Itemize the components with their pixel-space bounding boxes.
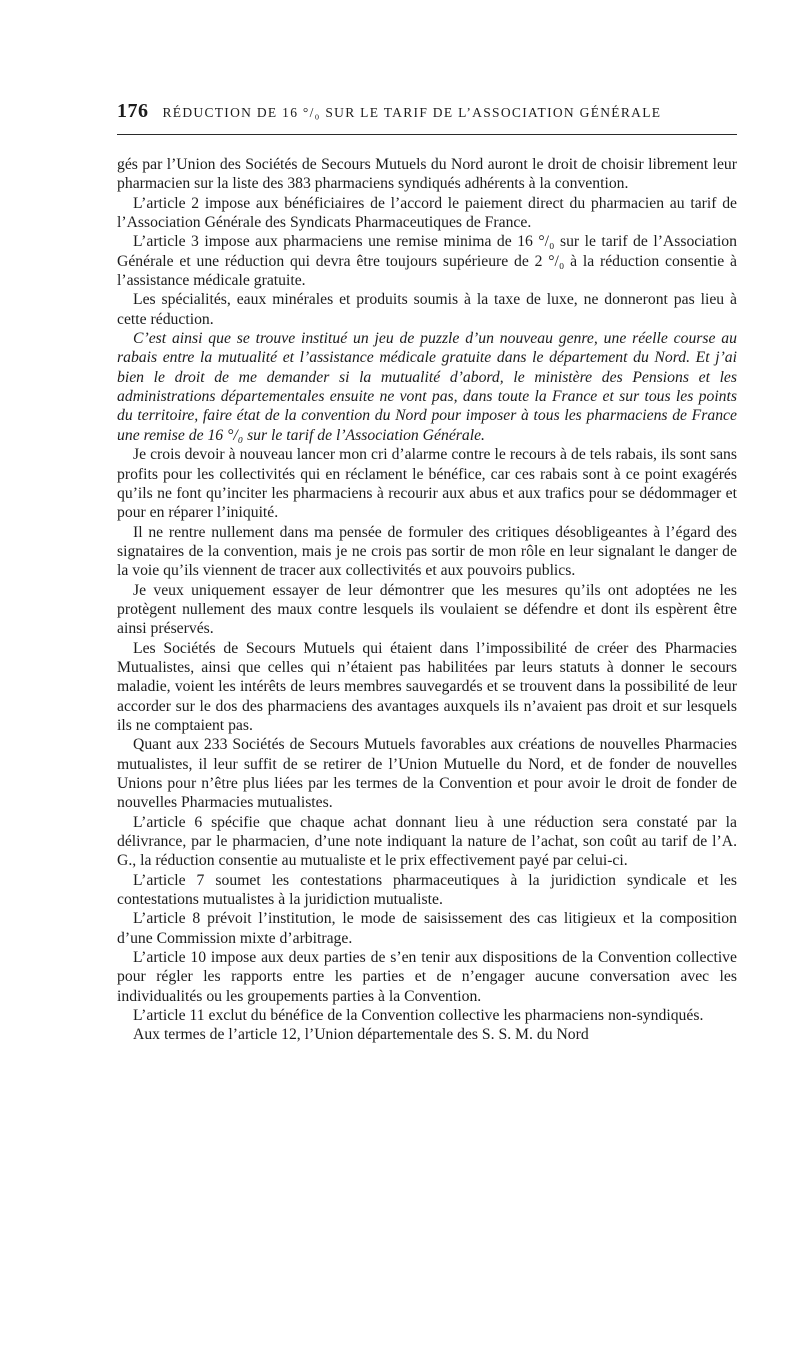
paragraph: L’article 3 impose aux pharmaciens une remise minima de 16 °/₀ sur le tarif de l’Association Générale et une réduction qui devra être toujours supérieure de 2 °/₀ à la réduction consentie à l’assistance médicale gratuite. xyxy=(117,233,737,290)
paragraph: L’article 7 soumet les contestations pharmaceutiques à la juridiction syndicale et les contestations mutualistes à la juridiction mutualiste. xyxy=(117,871,737,909)
paragraph: Les spécialités, eaux minérales et produits soumis à la taxe de luxe, ne donneront pas lieu à cette réduction. xyxy=(117,291,737,328)
paragraph: L’article 11 exclut du bénéfice de la Convention collective les pharmaciens non-syndiqués. xyxy=(133,1007,704,1025)
italic-paragraph: C’est ainsi que se trouve institué un jeu de puzzle d’un nouveau genre, une réelle course au rabais entre la mutualité et l’assistance médicale gratuite dans le département du Nord. Et j’ai bien le droit de me demander si la mutualité d’abord, le ministère des Pensions et les administrations départementales ensuite ne vont pas, dans toute la France et sur tous les points du territoire, faire état de la convention du Nord pour imposer à tous les pharmaciens de France une remise de 16 °/₀ sur le tarif de l’Association Générale. xyxy=(117,330,737,444)
paragraph: Je crois devoir à nouveau lancer mon cri d’alarme contre le recours à de tels rabais, ils sont sans profits pour les collectivités qui en réclament le bénéfice, car ces rabais sont à ce point exagérés qu’ils ne font qu’inciter les pharmaciens à recourir aux abus et aux trafics pour se dédommager et pour en réparer l’iniquité. xyxy=(117,446,737,522)
paragraph: Il ne rentre nullement dans ma pensée de formuler des critiques désobligeantes à l’égard des signataires de la convention, mais je ne crois pas sortir de mon rôle en leur signalant le danger de la voie qu’ils viennent de tracer aux collectivités et aux pouvoirs publics. xyxy=(117,523,737,580)
paragraph: Quant aux 233 Sociétés de Secours Mutuels favorables aux créations de nouvelles Pharmacies mutualistes, il leur suffit de se retirer de l’Union Mutuelle du Nord, et de fonder de nouvelles Unions pour n’être plus liées par les termes de la Convention et pour avoir le droit de fonder de nouvelles Pharmacies mutualistes. xyxy=(117,736,737,812)
paragraph: L’article 6 spécifie que chaque achat donnant lieu à une réduction sera constaté par la délivrance, par le pharmacien, d’une note indiquant la nature de l’achat, son coût au tarif de l’A. G., la réduction consentie au mutualiste et le prix effectivement payé par celui-ci. xyxy=(117,813,737,870)
paragraph: L’article 10 impose aux deux parties de s’en tenir aux dispositions de la Convention collective pour régler les rapports entre les parties et de n’engager aucune conversation avec les individualités ou les groupements parties à la Convention. xyxy=(117,949,737,1005)
paragraph: gés par l’Union des Sociétés de Secours Mutuels du Nord auront le droit de choisir librement leur pharmacien sur la liste des 383 pharmaciens syndiqués adhérents à la convention. xyxy=(117,156,737,193)
paragraph: Aux termes de l’article 12, l’Union départementale des S. S. M. du Nord xyxy=(133,1026,589,1044)
paragraph: Les Sociétés de Secours Mutuels qui étaient dans l’impossibilité de créer des Pharmacies Mutualistes, ainsi que celles qui n’étaient pas habilitées par leurs statuts à donner le secours maladie, voient les intérêts de leurs membres sauvegardés et se trouvent dans la possibilité de leur accorder sur le dos des pharmaciens des avantages auxquels ils n’avaient pas droit et sur lesquels ils ne comptaient pas. xyxy=(117,639,737,734)
page xyxy=(117,100,737,1045)
running-title: RÉDUCTION DE 16 °/₀ SUR LE TARIF DE L’ASSOCIATION GÉNÉRALE xyxy=(162,105,662,120)
paragraph: L’article 2 impose aux bénéficiaires de l’accord le paiement direct du pharmacien au tarif de l’Association Générale des Syndicats Pharmaceutiques de France. xyxy=(117,194,737,232)
paragraph: Je veux uniquement essayer de leur démontrer que les mesures qu’ils ont adoptées ne les protègent nullement des maux contre lesquels ils voulaient se défendre et dont ils espèrent être ainsi préservés. xyxy=(117,581,737,638)
paragraph: L’article 8 prévoit l’institution, le mode de saisissement des cas litigieux et la composition d’une Commission mixte d’arbitrage. xyxy=(117,910,737,947)
page-number: 176 xyxy=(117,100,149,122)
running-header xyxy=(117,100,737,135)
body-text xyxy=(117,155,737,1045)
